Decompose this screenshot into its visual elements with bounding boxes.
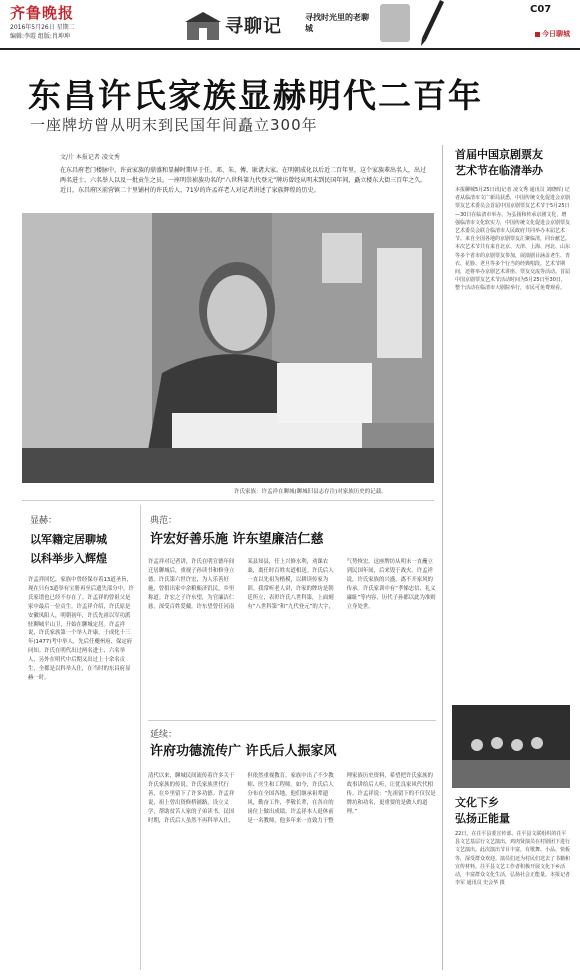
section-name bbox=[535, 29, 570, 39]
horizontal-divider bbox=[22, 500, 434, 501]
headline: 东昌许氏家族显赫明代二百年 bbox=[28, 76, 483, 115]
section1-title-line2: 以科举步入辉煌 bbox=[30, 552, 107, 565]
section1-title bbox=[30, 530, 140, 568]
section-marker-icon bbox=[535, 32, 540, 37]
section-name-label: 今日聊城 bbox=[542, 30, 570, 38]
column-title: 寻聊记 bbox=[225, 16, 282, 37]
sidebar2-title-line2: 弘扬正能量 bbox=[455, 812, 510, 825]
page-number: C07 bbox=[530, 4, 552, 15]
sidebar2-body: 22日，在茌平县委宣传部、茌平县文联组织的茌平县文艺基层行文艺演出，鸡肉贤演员在村剧团下进行文艺演出。此次演出节目丰富，有歌舞、小品、快板等，深受群众欢迎。演员们还为村民们送去了书籍和宣传材料。茌平县文艺工作者积极开展文化下乡活动，丰富群众文化生活，弘扬社会正能量。本报记者 李军 通讯员 史会华 摄 bbox=[455, 831, 571, 887]
column-divider bbox=[140, 505, 141, 970]
brush-pen-icon bbox=[418, 0, 446, 46]
section2-kicker: 典范： bbox=[150, 516, 178, 526]
lead-paragraph: 在东昌府老门楼脉中，许贡家族的鼎盛和显赫时期早于任、邓、朱、傅、耿诸大家。在明朝成化以后近二百年里，这个家族辈出名人，出过两名进士、六名举人以及一批贡生之员。一座明崇祯族功名的“八世科第九代登元”牌坊曾经从明末到民国年间，矗立楼东大街三百年之久。近日，东昌府区前营镇二十里铺村的许氏后人、71岁的许孟祥老人对记者讲述了家族辉煌的历史。 bbox=[60, 167, 427, 194]
section2-title: 许宏好善乐施 许东望廉洁仁慈 bbox=[150, 532, 324, 547]
section1-kicker: 显赫： bbox=[30, 516, 58, 526]
subheadline: 一座牌坊曾从明末到民国年间矗立300年 bbox=[30, 116, 318, 134]
sidebar-divider bbox=[442, 145, 443, 970]
section3-kicker: 延续： bbox=[150, 730, 178, 740]
sidebar-title bbox=[455, 147, 570, 179]
photo-illustration bbox=[22, 213, 434, 483]
column-banner bbox=[185, 8, 369, 44]
sidebar-title-line2: 艺术节在临清举办 bbox=[455, 164, 543, 177]
sidebar-body: 本报聊城5月25日讯(记者 凌文秀 通讯员 刘晓晖) 记者从临清市文广新局获悉，中国传统文化促进会京剧票友艺术委员会首届中国京剧票友艺术节于5月25日—30日在临清市举办。为弘扬和传承京剧文化，增强临清市文化软实力，中国传统文化促进会京剧票友艺术委员会联合临清市人民政府共同举办本届艺术节。来自全国各地的京剧票友汇聚临清，同台献艺。本次艺术节共有来自北京、天津、上海、河北、山东等多个省市的京剧票友参加，展演剧目涵盖老生、青衣、花脸、老旦等多个行当的经典唱段。艺术节期间，还将举办京剧艺术讲座、票友交流等活动。首届中国京剧票友艺术节活动时间为5月25日至30日，整个活动在临清市大剧院举行，市民可免费观看。 bbox=[455, 187, 571, 292]
issue-date: 2016年5月26日 星期二 bbox=[10, 24, 75, 31]
sidebar2-title-line1: 文化下乡 bbox=[455, 796, 499, 809]
sidebar-photo bbox=[452, 705, 570, 788]
sidebar2-title bbox=[455, 795, 570, 827]
byline: 文/片 本报记者 凌文秀 bbox=[60, 154, 120, 161]
stage-photo-illustration bbox=[452, 705, 570, 788]
newspaper-logo: 齐鲁晚报 bbox=[10, 4, 75, 22]
main-photo bbox=[22, 213, 434, 483]
section3-title: 许府功德流传广 许氏后人振家风 bbox=[150, 744, 337, 759]
reporter-avatar bbox=[380, 4, 410, 42]
page-header bbox=[0, 0, 580, 50]
section1-title-line1: 以军籍定居聊城 bbox=[30, 533, 107, 546]
gate-icon bbox=[185, 8, 221, 44]
editor-line: 编辑:李霞 组版:肖坤坤 bbox=[10, 33, 70, 40]
section2-body: 许孟祥对记者讲，许氏在明宣德年间迁居聊城后，重视子孙读书和修身立德。许氏第六世许宏，为人乐善好施，曾捐出家中余粮赈济饥民，乡里称道。许宏之子许东望，为官廉洁仁慈，深受百姓爱戴。许东望曾任河南某县知县，任上兴修水利，劝课农桑，离任时百姓夹道相送。许氏后人一直以先祖为楷模，以耕读传家为训。我常听老人讲，许家的牌坊是朝廷所立，表彰许氏八世科第，上面刻有“八世科第”和“九代登元”的大字，气势恢宏。这座牌坊从明末一直矗立到民国年间，后来毁于战火。许孟祥说，许氏家族的兴盛，离不开家风的传承。许氏家训中有“孝悌忠信、礼义廉耻”等内容，历代子孙都以此为准则立身处世。 bbox=[148, 559, 436, 610]
section1-body: 许孟祥回忆，家族中曾经保存着13道圣旨，现在只有3道举有宝册再至后遗失部分中，许氏家谱也已经不存在了。许孟祥的曾祖父是家中最后一位贡生。许孟祥介绍，许氏原是安徽凤阳人，明朝初年，许氏先祖以军功派驻聊城平山卫，开始在聊城定居。许孟祥说，许氏家族第一个举人许康，于成化十三年(1477)考中举人，先后任夔州府、保定府同知。许氏在明代出过两名进士、六名举人，另外在明代中后期又出过上十余名贡生，全都是以科举入仕，在当时的东昌府显赫一时。 bbox=[28, 577, 134, 681]
photo-caption: 许氏家族：许孟祥在聊城(聊城旧县志存注)对家族历史的记载。 bbox=[234, 489, 387, 495]
section-divider bbox=[148, 720, 436, 721]
column-slogan: 寻找时光里的老聊城 bbox=[305, 13, 369, 33]
section3-body: 清代以来，聊城民间流传着许多关于许氏家族的传说。许氏家族世代行善，在乡里留下了许多功德。许孟祥说，祖上曾出资修桥铺路，设立义学，帮助贫苦人家的子弟读书。民国时期，许氏后人虽然不再科举入仕，但依然重视教育，家族中出了不少教师、医生和工程师。如今，许氏后人分布在全国各地，他们继承祖辈遗风，勤奋工作，孝敬长辈，在各自的岗位上做出成绩。许孟祥本人退休前是一名教师，他多年来一直致力于整理家族历史资料，希望把许氏家族的故事讲给后人听，让优良家风代代相传。许孟祥说：“先祖留下的不仅仅是牌坊和功名，更重要的是做人的道理。” bbox=[148, 773, 436, 824]
sidebar-title-line1: 首届中国京剧票友 bbox=[455, 148, 543, 161]
